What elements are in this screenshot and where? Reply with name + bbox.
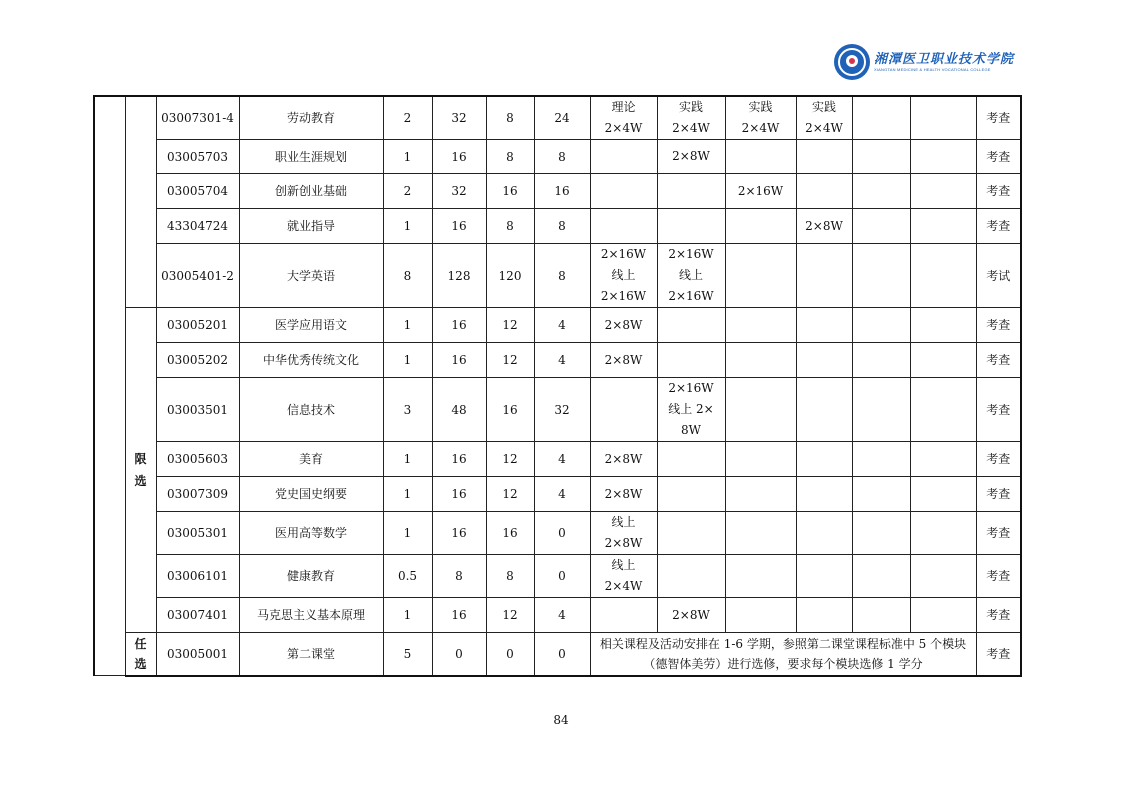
practice-hours: 4 [534,343,590,378]
elective-note: 相关课程及活动安排在 1-6 学期，参照第二课堂课程标准中 5 个模块（德智体美劳）进行选修，要求每个模块选修 1 学分 [590,633,976,676]
semester-2-cell [657,378,725,442]
semester-schedule-text: 2×8W [672,607,710,622]
table-row [94,174,1021,209]
credits: 8 [383,244,432,308]
semester-3-cell [725,442,796,477]
theory-hours: 8 [486,96,534,140]
assessment-method: 考查 [976,512,1021,555]
semester-1-cell [590,477,657,512]
credits: 1 [383,308,432,343]
course-name: 党史国史纲要 [239,477,383,512]
semester-schedule-text: 2×16W [668,247,714,261]
semester-4-cell [796,442,852,477]
semester-1-cell [590,343,657,378]
semester-4-cell [796,598,852,633]
course-name: 美育 [239,442,383,477]
course-name: 创新创业基础 [239,174,383,209]
theory-hours: 8 [486,209,534,244]
semester-5-cell [852,477,910,512]
semester-5-cell [852,378,910,442]
total-hours: 16 [432,512,486,555]
course-code: 03005301 [156,512,239,555]
semester-schedule-text: 2×16W [668,289,714,303]
semester-schedule-text: 2×16W [737,183,784,198]
assessment-method: 考试 [976,244,1021,308]
semester-1-cell [590,140,657,174]
course-code: 03007309 [156,477,239,512]
table-row [94,96,1021,140]
course-code: 03007401 [156,598,239,633]
total-hours: 32 [432,96,486,140]
semester-2-cell [657,477,725,512]
theory-hours: 16 [486,378,534,442]
semester-1-cell [590,209,657,244]
credits: 1 [383,477,432,512]
semester-5-cell [852,308,910,343]
credits: 1 [383,209,432,244]
semester-3-cell [725,343,796,378]
semester-2-cell [657,343,725,378]
semester-5-cell [852,512,910,555]
semester-6-cell [910,442,976,477]
credits: 2 [383,96,432,140]
practice-hours: 4 [534,308,590,343]
total-hours: 32 [432,174,486,209]
semester-5-cell [852,442,910,477]
course-code: 03003501 [156,378,239,442]
semester-3-cell [725,209,796,244]
credits: 1 [383,442,432,477]
credits: 0.5 [383,555,432,598]
subcategory-cell-required [125,96,156,308]
semester-schedule-text: 2×8W [805,218,843,233]
table-row [94,512,1021,555]
semester-schedule-text: 2×8W [604,536,643,550]
theory-hours: 12 [486,343,534,378]
semester-5-cell [852,244,910,308]
semester-schedule-text: 2×4W [741,121,780,135]
semester-2-cell [657,308,725,343]
credits: 1 [383,140,432,174]
semester-4-cell [796,477,852,512]
course-code: 03005603 [156,442,239,477]
semester-6-cell [910,512,976,555]
semester-2-cell [657,555,725,598]
semester-2-cell [657,442,725,477]
semester-4-cell [796,343,852,378]
semester-2-cell [657,512,725,555]
semester-schedule-text: 线上 [611,515,636,529]
semester-3-cell [725,174,796,209]
semester-schedule-text: 线上 [611,558,636,572]
course-code: 43304724 [156,209,239,244]
semester-5-cell [852,343,910,378]
semester-schedule-text: 2×4W [672,121,710,135]
semester-schedule-text: 线上 [611,268,636,282]
semester-4-cell [796,174,852,209]
semester-3-cell [725,598,796,633]
semester-6-cell [910,555,976,598]
assessment-method: 考查 [976,378,1021,442]
semester-4-cell [796,555,852,598]
subcategory-label: 限 选 [134,452,147,488]
course-code: 03005202 [156,343,239,378]
semester-1-cell [590,598,657,633]
semester-3-cell [725,512,796,555]
semester-schedule-text: 理论 [611,100,636,114]
semester-1-cell [590,244,657,308]
practice-hours: 24 [534,96,590,140]
semester-3-cell [725,555,796,598]
college-name-cn: 湘潭医卫职业技术学院 [873,52,1014,67]
course-code: 03005201 [156,308,239,343]
course-code: 03005704 [156,174,239,209]
credits: 5 [383,633,432,676]
semester-schedule-text: 2×8W [604,352,643,367]
semester-schedule-text: 实践 [748,100,773,114]
semester-schedule-text: 2×8W [672,149,710,163]
assessment-method: 考查 [976,209,1021,244]
semester-3-cell [725,244,796,308]
semester-schedule-text: 2×16W [600,247,647,261]
semester-5-cell [852,140,910,174]
semester-2-cell [657,209,725,244]
semester-1-cell [590,378,657,442]
semester-3-cell [725,140,796,174]
semester-schedule-text: 2×16W [668,381,714,395]
total-hours: 16 [432,343,486,378]
semester-6-cell [910,308,976,343]
total-hours: 48 [432,378,486,442]
total-hours: 16 [432,209,486,244]
page-number: 84 [553,713,569,727]
semester-6-cell [910,96,976,140]
table-row [94,140,1021,174]
semester-schedule-text: 2×4W [805,121,843,135]
subcategory-cell-free-elective [125,633,156,676]
semester-6-cell [910,209,976,244]
course-name: 大学英语 [239,244,383,308]
course-code: 03006101 [156,555,239,598]
assessment-method: 考查 [976,598,1021,633]
semester-1-cell [590,96,657,140]
semester-schedule-text: 2×4W [604,121,643,135]
practice-hours: 4 [534,442,590,477]
credits: 1 [383,512,432,555]
subcategory-cell-limited-elective [125,308,156,633]
theory-hours: 12 [486,308,534,343]
semester-4-cell [796,512,852,555]
assessment-method: 考查 [976,96,1021,140]
assessment-method: 考查 [976,308,1021,343]
total-hours: 8 [432,555,486,598]
semester-6-cell [910,598,976,633]
college-logo [834,42,1014,82]
table-row [94,343,1021,378]
total-hours: 16 [432,477,486,512]
semester-4-cell [796,244,852,308]
semester-2-cell [657,598,725,633]
semester-schedule-text: 实践 [678,100,703,114]
assessment-method: 考查 [976,343,1021,378]
semester-4-cell [796,96,852,140]
course-name: 职业生涯规划 [239,140,383,174]
course-name: 健康教育 [239,555,383,598]
practice-hours: 8 [534,140,590,174]
semester-4-cell [796,378,852,442]
assessment-method: 考查 [976,174,1021,209]
semester-schedule-text: 2×16W [600,289,647,303]
total-hours: 16 [432,598,486,633]
table-row [94,555,1021,598]
semester-1-cell [590,442,657,477]
table-row [94,209,1021,244]
practice-hours: 0 [534,512,590,555]
category-column-blank [94,96,125,676]
theory-hours: 12 [486,442,534,477]
semester-schedule-text: 2×8W [604,451,643,466]
semester-1-cell [590,512,657,555]
practice-hours: 32 [534,378,590,442]
assessment-method: 考查 [976,633,1021,676]
semester-3-cell [725,308,796,343]
course-code: 03007301-4 [156,96,239,140]
college-emblem-icon [834,44,870,80]
course-code: 03005001 [156,633,239,676]
semester-3-cell [725,477,796,512]
semester-2-cell [657,174,725,209]
semester-schedule-text: 实践 [811,100,836,114]
theory-hours: 12 [486,598,534,633]
semester-4-cell [796,140,852,174]
credits: 1 [383,343,432,378]
theory-hours: 8 [486,140,534,174]
semester-4-cell [796,209,852,244]
table-row-elective [94,633,1021,676]
semester-1-cell [590,555,657,598]
semester-6-cell [910,343,976,378]
theory-hours: 16 [486,174,534,209]
table-row [94,442,1021,477]
semester-3-cell [725,96,796,140]
total-hours: 16 [432,140,486,174]
theory-hours: 16 [486,512,534,555]
semester-schedule-text: 2×8W [604,317,643,332]
semester-6-cell [910,244,976,308]
semester-2-cell [657,140,725,174]
course-name: 劳动教育 [239,96,383,140]
credits: 1 [383,598,432,633]
practice-hours: 0 [534,555,590,598]
theory-hours: 12 [486,477,534,512]
semester-5-cell [852,598,910,633]
assessment-method: 考查 [976,555,1021,598]
semester-5-cell [852,555,910,598]
semester-schedule-text: 2×8W [604,486,643,501]
college-name-en: XIANGTAN MEDICINE & HEALTH VOCATIONAL COLLEGE [873,67,991,72]
course-code: 03005401-2 [156,244,239,308]
course-name: 信息技术 [239,378,383,442]
course-name: 中华优秀传统文化 [239,343,383,378]
semester-5-cell [852,209,910,244]
semester-1-cell [590,308,657,343]
semester-6-cell [910,378,976,442]
assessment-method: 考查 [976,140,1021,174]
semester-5-cell [852,174,910,209]
theory-hours: 0 [486,633,534,676]
total-hours: 16 [432,308,486,343]
total-hours: 16 [432,442,486,477]
curriculum-table [93,95,1022,677]
table-row [94,244,1021,308]
semester-5-cell [852,96,910,140]
semester-2-cell [657,244,725,308]
practice-hours: 8 [534,209,590,244]
semester-6-cell [910,140,976,174]
semester-1-cell [590,174,657,209]
course-name: 马克思主义基本原理 [239,598,383,633]
assessment-method: 考查 [976,442,1021,477]
table-row [94,378,1021,442]
course-name: 就业指导 [239,209,383,244]
practice-hours: 0 [534,633,590,676]
semester-schedule-text: 8W [681,423,701,437]
assessment-method: 考查 [976,477,1021,512]
practice-hours: 4 [534,598,590,633]
course-name: 第二课堂 [239,633,383,676]
semester-schedule-text: 2×4W [604,579,643,593]
course-code: 03005703 [156,140,239,174]
practice-hours: 8 [534,244,590,308]
semester-6-cell [910,477,976,512]
table-row [94,477,1021,512]
table-row [94,308,1021,343]
practice-hours: 16 [534,174,590,209]
semester-6-cell [910,174,976,209]
total-hours: 128 [432,244,486,308]
semester-4-cell [796,308,852,343]
semester-2-cell [657,96,725,140]
semester-3-cell [725,378,796,442]
subcategory-label: 任 选 [134,636,147,671]
credits: 2 [383,174,432,209]
theory-hours: 120 [486,244,534,308]
table-row [94,598,1021,633]
semester-schedule-text: 线上 [678,268,703,282]
credits: 3 [383,378,432,442]
total-hours: 0 [432,633,486,676]
course-name: 医用高等数学 [239,512,383,555]
course-name: 医学应用语文 [239,308,383,343]
practice-hours: 4 [534,477,590,512]
semester-schedule-text: 线上 2× [668,402,714,416]
theory-hours: 8 [486,555,534,598]
